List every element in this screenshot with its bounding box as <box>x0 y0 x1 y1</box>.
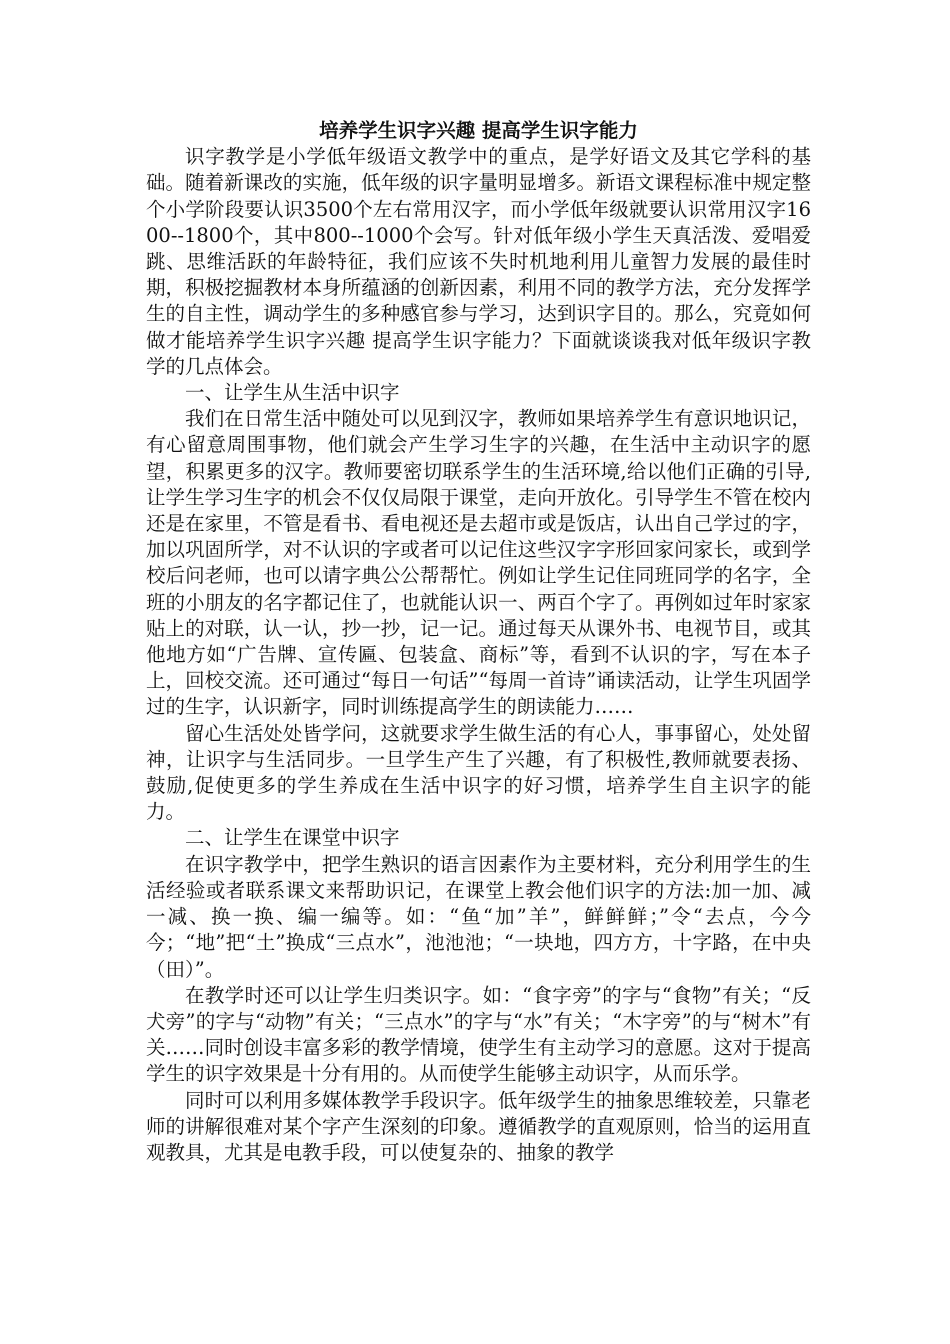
section-1-paragraph-2: 留心生活处处皆学问，这就要求学生做生活的有心人，事事留心，处处留神，让识字与生活同步。一旦学生产生了兴趣，有了积极性,教师就要表扬、鼓励,促使更多的学生养成在生活中识字的好习惯，培养学生自主识字的能力。 <box>146 721 811 824</box>
section-1-heading: 一、让学生从生活中识字 <box>185 381 400 405</box>
section-1-paragraph-1: 我们在日常生活中随处可以见到汉字，教师如果培养学生有意识地识记，有心留意周围事物，他们就会产生学习生字的兴趣，在生活中主动识字的愿望，积累更多的汉字。教师要密切联系学生的生活环境,给以他们正确的引导,让学生学习生字的机会不仅仅局限于课堂，走向开放化。引导学生不管在校内还是在家里，不管是看书、看电视还是去超市或是饭店，认出自己学过的字，加以巩固所学，对不认识的字或者可以记住这些汉字字形回家问家长，或到学校后问老师，也可以请字典公公帮帮忙。例如让学生记住同班同学的名字，全班的小朋友的名字都记住了，也就能认识一、两百个字了。再例如过年时家家贴上的对联，认一认，抄一抄，记一记。通过每天从课外书、电视节目，或其他地方如“广告牌、宣传匾、包装盒、商标”等，看到不认识的字，写在本子上，回校交流。还可通过“每日一句话”“每周一首诗”诵读活动，让学生巩固学过的生字，认识新字，同时训练提高学生的朗读能力…… <box>146 407 811 719</box>
section-2-heading: 二、让学生在课堂中识字 <box>185 826 400 850</box>
document-page <box>146 118 811 1166</box>
section-2-paragraph-1: 在识字教学中，把学生熟识的语言因素作为主要材料，充分利用学生的生活经验或者联系课文来帮助识记，在课堂上教会他们识字的方法:加一加、减一减、换一换、编一编等。如：“鱼“加”羊”，鲜鲜鲜；”令“去点，今今今；“地”把“土”换成“三点水”，池池池；“一块地，四方方，十字路，在中央（田）”。 <box>146 852 811 981</box>
section-2-paragraph-2: 在教学时还可以让学生归类识字。如：“食字旁”的字与“食物”有关；“反犬旁”的字与“动物”有关；“三点水”的字与“水”有关；“木字旁”的与“树木”有关……同时创设丰富多彩的教学情境，使学生有主动学习的意愿。这对于提高学生的识字效果是十分有用的。从而使学生能够主动识字，从而乐学。 <box>146 983 811 1086</box>
document-title: 培养学生识字兴趣 提高学生识字能力 <box>319 119 638 142</box>
section-2-paragraph-3: 同时可以利用多媒体教学手段识字。低年级学生的抽象思维较差，只靠老师的讲解很难对某个字产生深刻的印象。遵循教学的直观原则，恰当的运用直观教具，尤其是电教手段，可以使复杂的、抽象的教学 <box>146 1088 811 1164</box>
intro-paragraph: 识字教学是小学低年级语文教学中的重点，是学好语文及其它学科的基础。随着新课改的实施，低年级的识字量明显增多。新语文课程标准中规定整个小学阶段要认识3500个左右常用汉字，而小学低年级就要认识常用汉字1600--1800个，其中800--1000个会写。针对低年级小学生天真活泼、爱唱爱跳、思维活跃的年龄特征，我们应该不失时机地利用儿童智力发展的最佳时期，积极挖掘教材本身所蕴涵的创新因素，利用不同的教学方法，充分发挥学生的自主性，调动学生的多种感官参与学习，达到识字目的。那么，究竟如何做才能培养学生识字兴趣 提高学生识字能力？下面就谈谈我对低年级识字教学的几点体会。 <box>146 145 811 378</box>
